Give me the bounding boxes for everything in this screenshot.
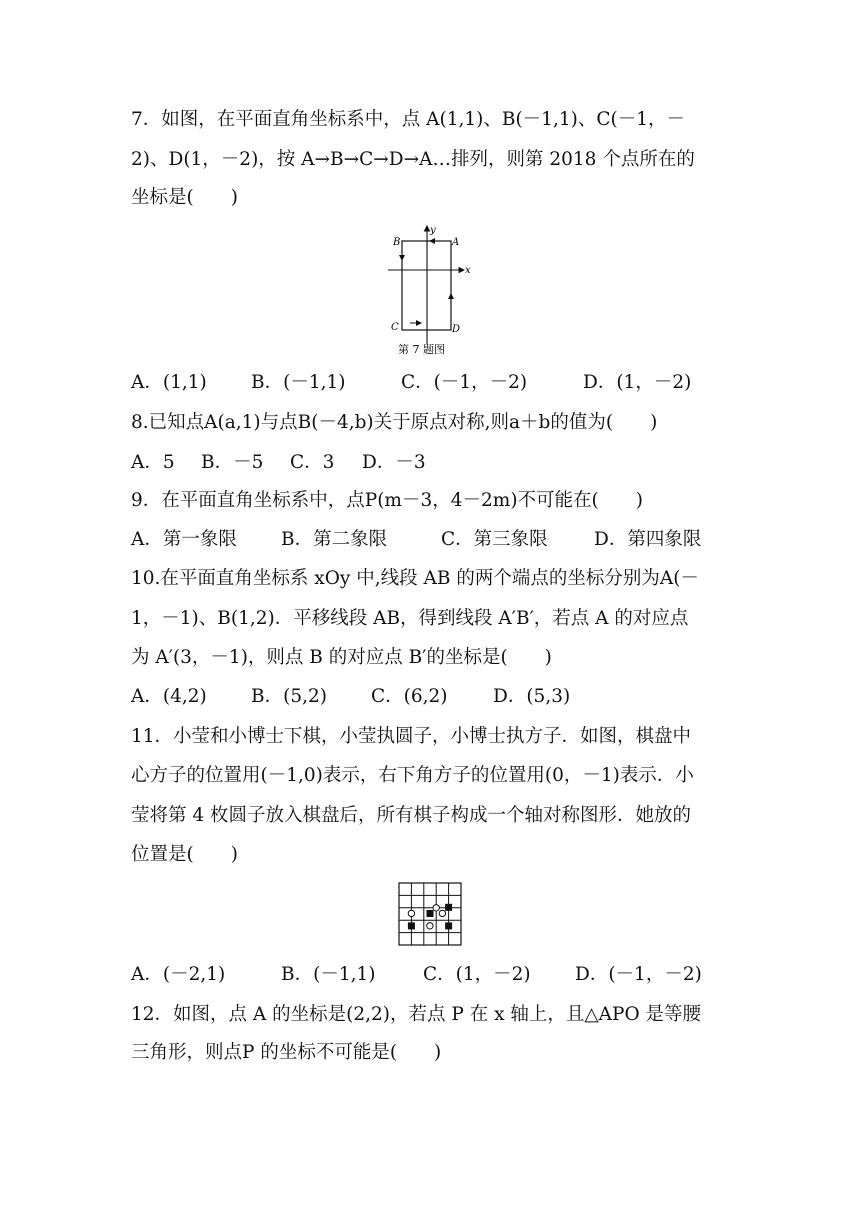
q11-line3: 莹将第 4 枚圆子放入棋盘后，所有棋子构成一个轴对称图形．她放的 <box>131 805 692 826</box>
q7-line1: 7．如图，在平面直角坐标系中，点 A(1,1)、B(－1,1)、C(－1，－ <box>131 109 685 130</box>
q10-option-d: D．(5,3) <box>493 686 571 707</box>
q7-option-d: D．(1，－2) <box>583 372 692 393</box>
q9-line1: 9．在平面直角坐标系中，点P(m－3，4－2m)不可能在( ) <box>131 490 643 511</box>
q7-line2: 2)、D(1，－2)，按 A→B→C→D→A…排列，则第 2018 个点所在的 <box>131 149 695 170</box>
q9-option-c: C．第三象限 <box>441 529 548 550</box>
q11-option-d: D．(－1，－2) <box>575 964 702 985</box>
round-piece <box>427 923 433 929</box>
q11-chessboard <box>398 882 462 946</box>
q11-line4: 位置是( ) <box>131 844 238 865</box>
square-piece <box>445 904 452 911</box>
q12-line1: 12．如图，点 A 的坐标是(2,2)，若点 P 在 x 轴上，且△APO 是等腰 <box>131 1004 702 1025</box>
q8-option-b: B．－5 <box>201 452 264 473</box>
q10-line2: 1，－1)、B(1,2)．平移线段 AB，得到线段 A′B′，若点 A 的对应点 <box>131 608 689 629</box>
q7-option-c: C．(－1，－2) <box>401 372 528 393</box>
q7-option-b: B．(－1,1) <box>251 372 346 393</box>
q10-option-a: A．(4,2) <box>131 686 207 707</box>
round-piece <box>439 910 445 916</box>
q8-option-a: A．5 <box>131 452 175 473</box>
q11-line2: 心方子的位置用(－1,0)表示，右下角方子的位置用(0，－1)表示．小 <box>131 765 694 786</box>
q10-line1: 10.在平面直角坐标系 xOy 中,线段 AB 的两个端点的坐标分别为A(－ <box>131 568 699 589</box>
q7-label-c: C <box>391 322 399 333</box>
q8-option-c: C．3 <box>290 452 335 473</box>
q7-line3: 坐标是( ) <box>131 187 238 208</box>
q7-figure-caption: 第 7 题图 <box>398 343 445 356</box>
q11-option-a: A．(－2,1) <box>131 964 226 985</box>
q9-option-b: B．第二象限 <box>281 529 388 550</box>
q7-label-b: B <box>393 237 401 248</box>
q10-line3: 为 A′(3，－1)，则点 B 的对应点 B′的坐标是( ) <box>131 647 552 668</box>
round-piece <box>433 905 439 911</box>
q7-label-y: y <box>430 225 436 236</box>
q7-option-a: A．(1,1) <box>131 372 207 393</box>
q8-option-d: D．－3 <box>362 452 426 473</box>
square-piece <box>445 922 452 929</box>
round-piece <box>408 910 414 916</box>
q7-label-x: x <box>465 265 471 276</box>
q7-figure <box>380 224 480 364</box>
q11-option-c: C．(1，－2) <box>423 964 531 985</box>
square-piece <box>408 922 415 929</box>
q7-label-a: A <box>452 237 460 248</box>
q7-label-d: D <box>452 324 461 335</box>
q7-coordinate-diagram <box>380 224 480 364</box>
square-piece <box>427 910 434 917</box>
q11-line1: 11．小莹和小博士下棋，小莹执圆子，小博士执方子．如图，棋盘中 <box>131 726 692 747</box>
q9-option-a: A．第一象限 <box>131 529 237 550</box>
q11-option-b: B．(－1,1) <box>281 964 376 985</box>
q10-option-c: C．(6,2) <box>371 686 448 707</box>
q9-option-d: D．第四象限 <box>594 529 702 550</box>
q10-option-b: B．(5,2) <box>251 686 327 707</box>
q12-line2: 三角形，则点P 的坐标不可能是( ) <box>131 1042 442 1063</box>
q11-figure <box>398 882 462 946</box>
q8-line1: 8.已知点A(a,1)与点B(－4,b)关于原点对称,则a＋b的值为( ) <box>131 412 658 433</box>
